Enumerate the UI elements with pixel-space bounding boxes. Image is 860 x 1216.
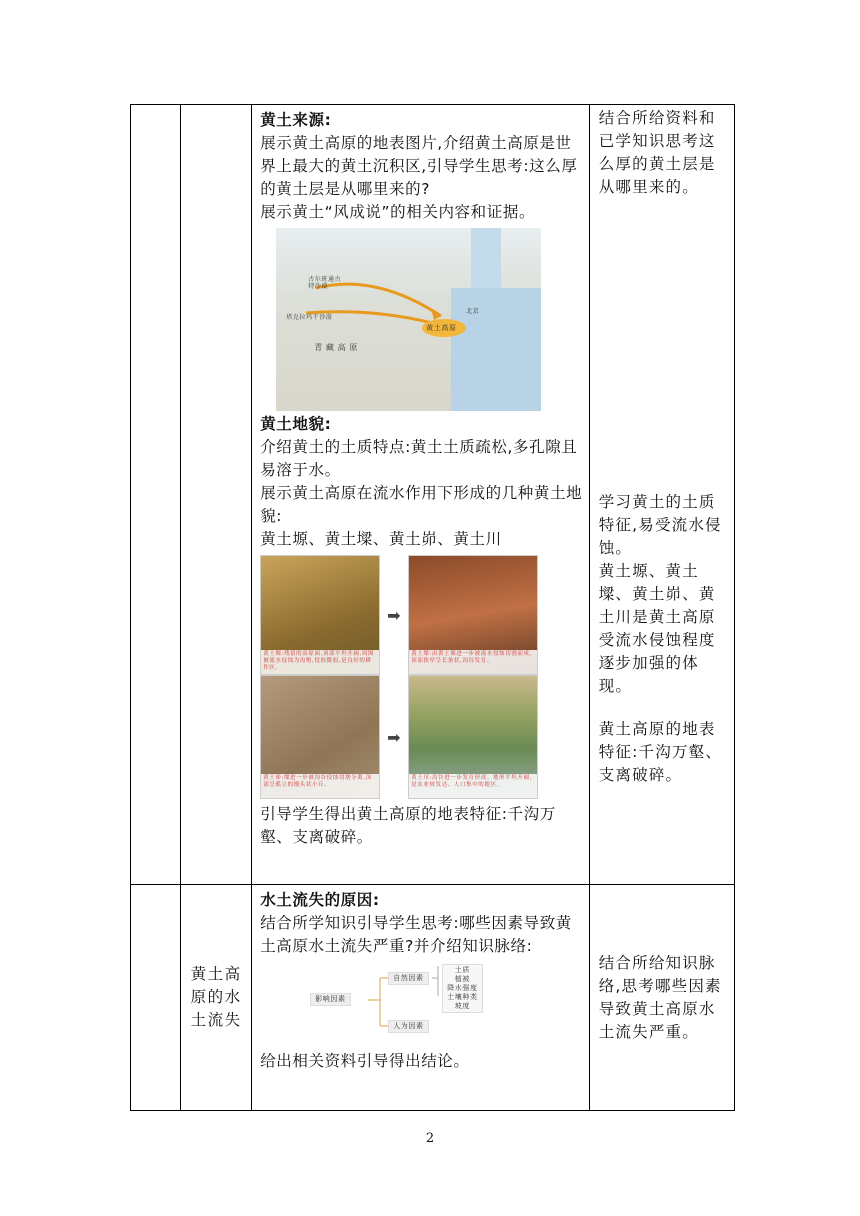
landforms-intro: 展示黄土高原在流水作用下形成的几种黄土地貌:	[260, 484, 583, 525]
loess-source-map	[276, 228, 541, 411]
flow-root: 影响因素	[310, 993, 350, 1006]
side-text-causes: 结合所给知识脉络,思考哪些因素导致黄土高原水土流失严重。	[598, 953, 722, 1041]
caption-mao: 黄土峁:墚进一步被沟谷侵蚀切割分离,顶部呈孤立的馒头状小丘。	[261, 774, 379, 798]
caption-chuan: 黄土川:沟谷进一步发育形成。地形平坦开阔,是农业较发达、人口集中的地区。	[409, 774, 537, 798]
flow-natural: 自然因素	[388, 972, 428, 985]
landform-photos	[260, 555, 583, 799]
table-row	[131, 885, 735, 1111]
side-text-landforms: 黄土塬、黄土墚、黄土峁、黄土川是黄土高原受流水侵蚀程度逐步加强的体现。	[598, 562, 716, 695]
map-label-tibet: 青 藏 高 原	[314, 343, 359, 352]
side-text-features: 黄土高原的地表特征:千沟万壑、支离破碎。	[598, 720, 723, 784]
photo-yuan	[260, 555, 380, 675]
heading-loess-source: 黄土来源:	[260, 111, 332, 129]
soil-text: 介绍黄土的土质特点:黄土土质疏松,多孔隙且易溶于水。	[260, 438, 578, 479]
heading-erosion-causes: 水土流失的原因:	[260, 891, 380, 909]
student-activity-cell	[589, 105, 734, 885]
content-cell	[252, 885, 590, 1111]
landforms-list: 黄土塬、黄土墚、黄土峁、黄土川	[260, 530, 502, 548]
flow-human: 人为因素	[388, 1020, 428, 1033]
conclusion-text: 引导学生得出黄土高原的地表特征:千沟万壑、支离破碎。	[260, 805, 556, 846]
lesson-table	[130, 104, 735, 1111]
flow-factors: 土质 植被 降水强度 土壤种类 坡度	[442, 964, 482, 1013]
arrow-icon: ➡	[387, 727, 402, 747]
blank-cell	[131, 105, 181, 885]
page-number: 2	[425, 1131, 435, 1146]
wind-theory-text: 展示黄土“风成说”的相关内容和证据。	[260, 203, 536, 221]
photo-liang	[408, 555, 538, 675]
map-label-plateau: 黄土高原	[426, 324, 457, 332]
caption-yuan: 黄土塬:残留的高原面,顶部平坦开阔,周围被流水侵蚀为沟壑,侵蚀微弱,是良好的耕作区。	[261, 650, 379, 674]
blank-cell	[181, 105, 252, 885]
source-intro: 展示黄土高原的地表图片,介绍黄土高原是世界上最大的黄土沉积区,引导学生思考:这么厚的黄土层是从哪里来的?	[260, 134, 578, 198]
photo-mao	[260, 675, 380, 799]
knowledge-flow-diagram	[310, 964, 510, 1042]
heading-loess-landforms: 黄土地貌:	[260, 415, 332, 433]
closing-text: 给出相关资料引导得出结论。	[260, 1052, 470, 1070]
section-title: 黄土高原的水土流失	[181, 885, 252, 1111]
caption-liang: 黄土墚:由黄土塬进一步被流水侵蚀切割而成,顶部狭窄呈长条状,沟谷发育。	[409, 650, 537, 674]
blank-cell	[131, 885, 181, 1111]
map-label-desert2: 塔克拉玛干沙漠	[286, 314, 333, 321]
photo-chuan	[408, 675, 538, 799]
map-label-desert1: 古尔班通古特沙漠	[308, 276, 342, 290]
map-label-beijing: 北京	[466, 308, 480, 315]
student-activity-cell	[589, 885, 734, 1111]
side-text-soil: 学习黄土的土质特征,易受流水侵蚀。	[598, 493, 722, 557]
content-cell	[252, 105, 590, 885]
side-text-source: 结合所给资料和已学知识思考这么厚的黄土层是从哪里来的。	[598, 109, 716, 196]
arrow-icon: ➡	[387, 605, 402, 625]
table-row	[131, 105, 735, 885]
causes-intro: 结合所学知识引导学生思考:哪些因素导致黄土高原水土流失严重?并介绍知识脉络:	[260, 914, 572, 955]
